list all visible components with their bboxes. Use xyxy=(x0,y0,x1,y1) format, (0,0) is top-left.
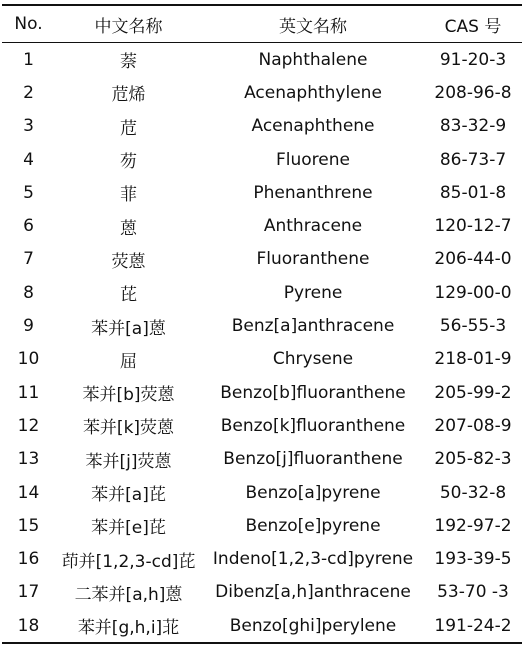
row-no: 4 xyxy=(23,149,34,170)
row-no: 10 xyxy=(17,349,40,370)
row-no: 18 xyxy=(17,615,40,636)
row-no: 17 xyxy=(17,582,40,603)
row-english-name: Benzo[e]pyrene xyxy=(245,515,381,536)
row-chinese-name: 苯并[g,h,i]苝 xyxy=(77,618,180,639)
row-chinese-name: 芘 xyxy=(120,285,137,306)
table-row xyxy=(2,443,522,476)
row-no: 1 xyxy=(23,49,34,70)
row-chinese-name: 苯并[k]荧蒽 xyxy=(82,418,175,439)
table-row xyxy=(2,576,522,609)
table-row xyxy=(2,376,522,409)
row-cas-number: 191-24-2 xyxy=(434,615,512,636)
row-chinese-name: 苯并[a]芘 xyxy=(91,485,166,505)
row-cas-number: 218-01-9 xyxy=(434,349,512,370)
row-chinese-name: 苯并[e]芘 xyxy=(91,518,166,539)
table-body xyxy=(2,43,522,642)
row-no: 12 xyxy=(17,415,40,436)
row-cas-number: 193-39-5 xyxy=(434,549,512,570)
row-cas-number: 192-97-2 xyxy=(434,515,512,536)
row-cas-number: 207-08-9 xyxy=(434,415,512,436)
table-row xyxy=(2,43,522,76)
row-no: 5 xyxy=(23,182,34,203)
row-english-name: Chrysene xyxy=(272,349,354,370)
table-row xyxy=(2,76,522,109)
table-header-row xyxy=(2,6,522,42)
row-no: 15 xyxy=(17,515,40,536)
table-row xyxy=(2,542,522,575)
row-cas-number: 91-20-3 xyxy=(439,49,507,70)
row-no: 6 xyxy=(23,216,34,237)
row-english-name: Benzo[j]fluoranthene xyxy=(223,449,403,470)
row-chinese-name: 屈 xyxy=(120,351,137,372)
row-english-name: Acenaphthylene xyxy=(244,82,382,103)
row-english-name: Fluoranthene xyxy=(256,249,370,270)
table-row xyxy=(2,143,522,176)
row-english-name: Benzo[b]fluoranthene xyxy=(220,382,406,403)
row-no: 13 xyxy=(17,449,40,470)
table-row xyxy=(2,309,522,342)
table-row xyxy=(2,110,522,143)
row-cas-number: 208-96-8 xyxy=(434,82,512,103)
table-row xyxy=(2,509,522,542)
table-row xyxy=(2,276,522,309)
row-cas-number: 206-44-0 xyxy=(434,249,512,270)
row-cas-number: 50-32-8 xyxy=(439,482,507,503)
row-chinese-name: 荧蒽 xyxy=(111,251,146,272)
header-chinese-name: 中文名称 xyxy=(94,16,163,37)
table-row xyxy=(2,409,522,442)
row-no: 16 xyxy=(17,549,40,570)
row-english-name: Benz[a]anthracene xyxy=(231,316,395,337)
row-english-name: Dibenz[a,h]anthracene xyxy=(215,582,411,603)
pah-table xyxy=(2,4,522,644)
row-chinese-name: 苯并[j]荧蒽 xyxy=(85,451,172,472)
table-row xyxy=(2,476,522,509)
row-english-name: Benzo[ghi]perylene xyxy=(229,615,397,636)
row-cas-number: 56-55-3 xyxy=(439,316,507,337)
row-no: 3 xyxy=(23,116,34,137)
row-chinese-name: 菲 xyxy=(120,185,137,206)
row-chinese-name: 茚并[1,2,3-cd]芘 xyxy=(61,551,196,572)
row-chinese-name: 萘 xyxy=(120,52,137,73)
row-no: 14 xyxy=(17,482,40,503)
row-cas-number: 53-70 -3 xyxy=(437,582,509,603)
row-cas-number: 83-32-9 xyxy=(439,116,507,137)
row-no: 11 xyxy=(17,382,40,403)
table-row xyxy=(2,176,522,209)
header-english-name: 英文名称 xyxy=(279,16,347,37)
row-english-name: Naphthalene xyxy=(258,49,368,70)
row-no: 9 xyxy=(23,316,34,337)
table-row xyxy=(2,209,522,242)
row-no: 2 xyxy=(23,82,34,103)
row-english-name: Indeno[1,2,3-cd]pyrene xyxy=(212,549,414,570)
table-row xyxy=(2,343,522,376)
row-chinese-name: 蒽 xyxy=(120,218,137,239)
row-english-name: Benzo[a]pyrene xyxy=(245,482,381,503)
row-english-name: Fluorene xyxy=(276,149,350,170)
row-chinese-name: 苯并[a]蒽 xyxy=(91,318,166,339)
table-row xyxy=(2,609,522,642)
header-no: No. xyxy=(14,14,43,34)
row-no: 7 xyxy=(23,249,34,270)
row-english-name: Acenaphthene xyxy=(251,116,375,137)
row-english-name: Pyrene xyxy=(283,282,343,303)
row-english-name: Anthracene xyxy=(263,216,363,237)
row-chinese-name: 苊烯 xyxy=(111,85,146,106)
header-cas-number: CAS 号 xyxy=(444,16,502,37)
row-cas-number: 205-99-2 xyxy=(434,382,512,403)
row-english-name: Phenanthrene xyxy=(253,182,373,203)
row-english-name: Benzo[k]fluoranthene xyxy=(220,415,406,436)
row-cas-number: 129-00-0 xyxy=(434,282,512,303)
row-chinese-name: 二苯并[a,h]蒽 xyxy=(74,584,183,605)
row-cas-number: 205-82-3 xyxy=(434,449,512,470)
row-chinese-name: 芴 xyxy=(120,152,137,173)
row-no: 8 xyxy=(23,282,34,303)
row-cas-number: 86-73-7 xyxy=(439,149,507,170)
table-row xyxy=(2,243,522,276)
row-chinese-name: 苯并[b]荧蒽 xyxy=(82,385,175,406)
row-cas-number: 85-01-8 xyxy=(439,182,507,203)
row-chinese-name: 苊 xyxy=(120,118,137,139)
table-bottom-rule xyxy=(2,642,522,644)
row-cas-number: 120-12-7 xyxy=(434,216,512,237)
